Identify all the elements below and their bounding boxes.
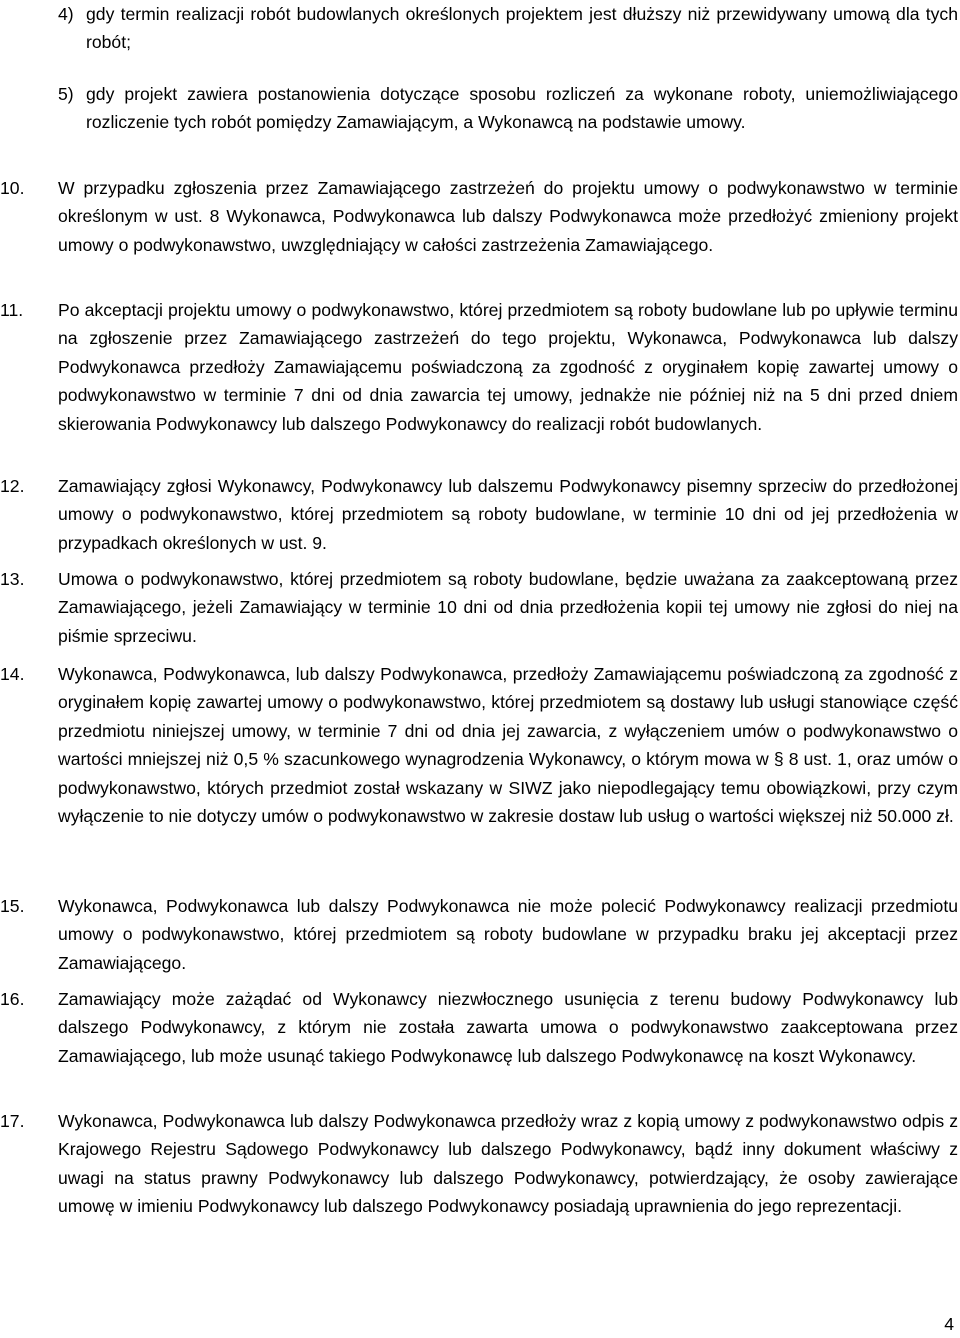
subitem-text: gdy termin realizacji robót budowlanych określonych projektem jest dłuższy niż przewidywany umową dla tych robót; [86, 4, 958, 53]
paragraph-number: 14. [0, 664, 25, 684]
paragraph-15 [0, 892, 958, 977]
paragraph-text: Po akceptacji projektu umowy o podwykonawstwo, której przedmiotem są roboty budowlane lub po upływie terminu na zgłoszenie przez Zamawiającego zastrzeżeń do tego projektu, Wykonawca, Podwykonawca lub dalszy Podwykonawca przedłoży Zamawiającemu poświadczoną za zgodność z oryginałem kopię zawartej umowy o podwykonawstwo w terminie 7 dni od dnia zawarcia tej umowy, jednakże nie później niż na 5 dni przed dniem skierowania Podwykonawcy lub dalszego Podwykonawcy do realizacji robót budowlanych. [58, 300, 958, 434]
paragraph-text: Zamawiający może zażądać od Wykonawcy niezwłocznego usunięcia z terenu budowy Podwykonawcy lub dalszego Podwykonawcy, z którym nie została zawarta umowa o podwykonawstwo zaakceptowana przez Zamawiającego, lub może usunąć takiego Podwykonawcę lub dalszego Podwykonawcę na koszt Wykonawcy. [58, 989, 958, 1066]
paragraph-number: 16. [0, 989, 25, 1009]
subitem-text: gdy projekt zawiera postanowienia dotyczące sposobu rozliczeń za wykonane roboty, uniemożliwiającego rozliczenie tych robót pomiędzy Zamawiającym, a Wykonawcą na podstawie umowy. [86, 84, 958, 133]
subitem-number: 4) [58, 4, 74, 24]
paragraph-number: 13. [0, 569, 25, 589]
paragraph-text: Wykonawca, Podwykonawca lub dalszy Podwykonawca nie może polecić Podwykonawcy realizacji przedmiotu umowy o podwykonawstwo, której przedmiotem są roboty budowlane w przypadku braku jej akceptacji przez Zamawiającego. [58, 896, 958, 973]
paragraph-number: 15. [0, 896, 25, 916]
subitem-number: 5) [58, 84, 74, 104]
paragraph-number: 12. [0, 476, 25, 496]
page-number: 4 [944, 1314, 954, 1334]
paragraph-12 [0, 472, 958, 557]
paragraph-13 [0, 565, 958, 650]
paragraph-text: Wykonawca, Podwykonawca, lub dalszy Podwykonawca, przedłoży Zamawiającemu poświadczoną za zgodność z oryginałem kopię zawartej umowy o podwykonawstwo, której przedmiotem są dostawy lub usługi stanowiące część przedmiotu niniejszej umowy, w terminie 7 dni od dnia jej zawarcia, z wyłączeniem umów o podwykonawstwo o wartości mniejszej niż 0,5 % szacunkowego wynagrodzenia Wykonawcy, o którym mowa w § 8 ust. 1, oraz umów o podwykonawstwo, których przedmiot został wskazany w SIWZ jako niepodlegający temu obowiązkowi, przy czym wyłączenie to nie dotyczy umów o podwykonawstwo w zakresie dostaw lub usług o wartości większej niż 50.000 zł. [58, 664, 958, 827]
paragraph-10 [0, 174, 958, 259]
paragraph-text: Wykonawca, Podwykonawca lub dalszy Podwykonawca przedłoży wraz z kopią umowy z podwykonawstwo odpis z Krajowego Rejestru Sądowego Podwykonawcy lub dalszego Podwykonawcy, bądź inny dokument właściwy z uwagi na status prawny Podwykonawcy lub dalszego Podwykonawcy, potwierdzający, że osoby zawierające umowę w imieniu Podwykonawcy lub dalszego Podwykonawcy posiadają uprawnienia do jego reprezentacji. [58, 1111, 958, 1217]
paragraph-text: W przypadku zgłoszenia przez Zamawiającego zastrzeżeń do projektu umowy o podwykonawstwo w terminie określonym w ust. 8 Wykonawca, Podwykonawca lub dalszy Podwykonawca może przedłożyć zmieniony projekt umowy o podwykonawstwo, uwzględniający w całości zastrzeżenia Zamawiającego. [58, 178, 958, 255]
paragraph-text: Umowa o podwykonawstwo, której przedmiotem są roboty budowlane, będzie uważana za zaakceptowaną przez Zamawiającego, jeżeli Zamawiający w terminie 10 dni od dnia przedłożenia kopii tej umowy nie zgłosi do niej na piśmie sprzeciwu. [58, 569, 958, 646]
paragraph-11 [0, 296, 958, 438]
paragraph-number: 10. [0, 178, 25, 198]
subitem-4 [0, 0, 958, 57]
paragraph-17 [0, 1107, 958, 1221]
paragraph-number: 11. [0, 300, 24, 320]
paragraph-number: 17. [0, 1111, 25, 1131]
paragraph-text: Zamawiający zgłosi Wykonawcy, Podwykonawcy lub dalszemu Podwykonawcy pisemny sprzeciw do przedłożonej umowy o podwykonawstwo, której przedmiotem są roboty budowlane, w terminie 10 dni od jej przedłożenia w przypadkach określonych w ust. 9. [58, 476, 958, 553]
subitem-5 [0, 80, 958, 137]
paragraph-16 [0, 985, 958, 1070]
paragraph-14 [0, 660, 958, 830]
